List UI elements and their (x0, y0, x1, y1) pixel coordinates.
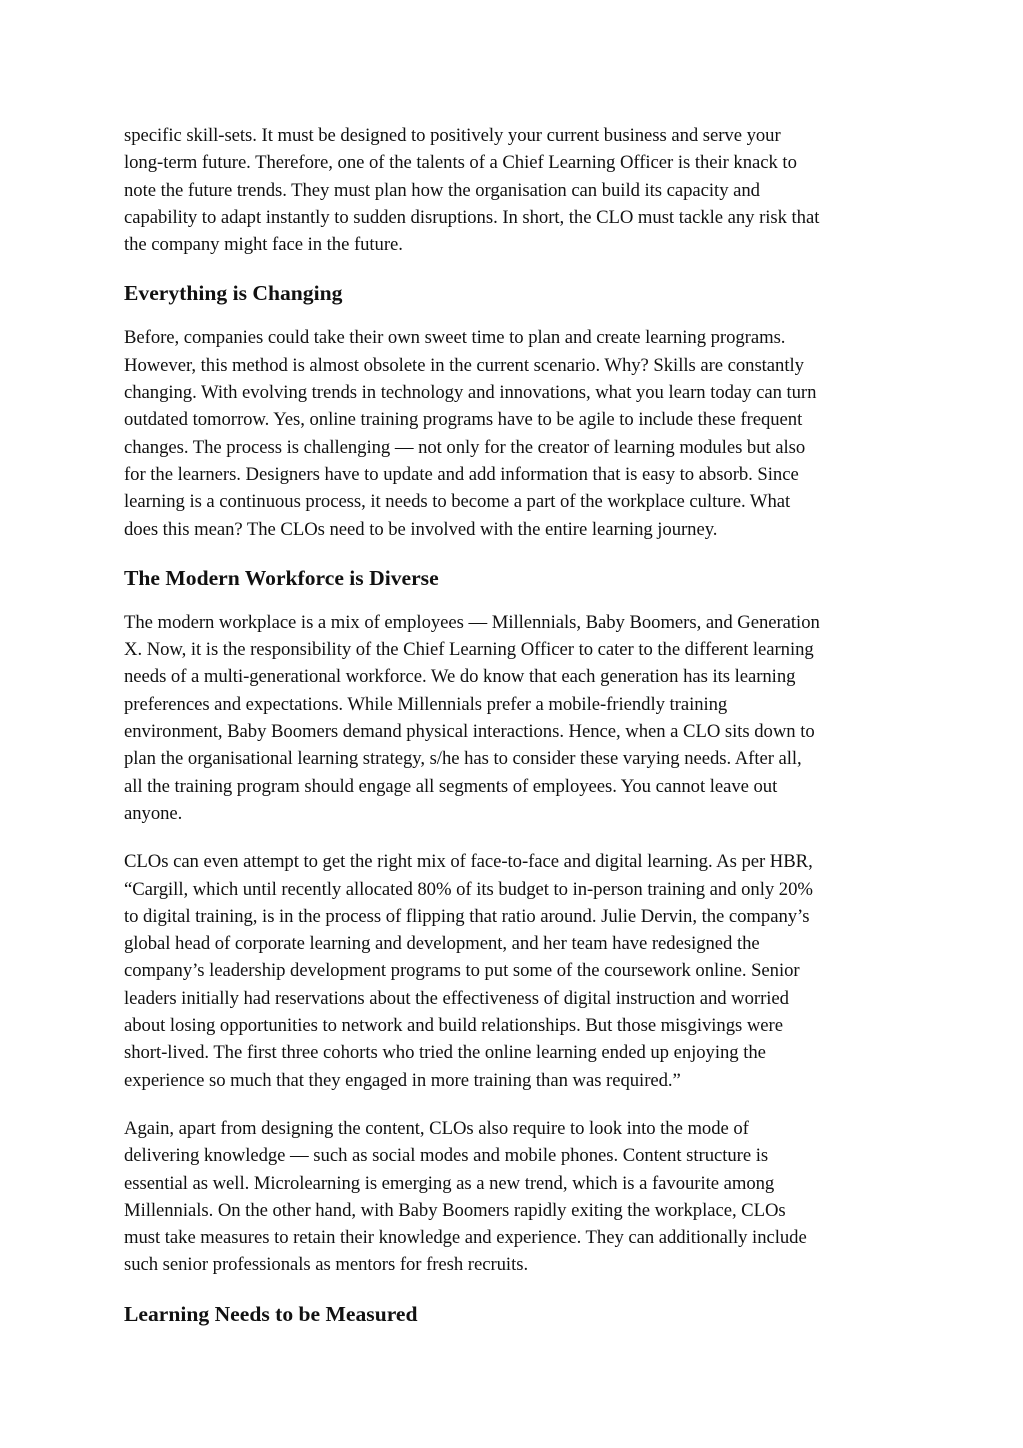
text-line: CLOs can even attempt to get the right mix of face-to-face and digital learning. As per HBR, (124, 851, 813, 873)
text-line: learning is a continuous process, it needs to become a part of the workplace culture. What (124, 491, 791, 513)
text-line: environment, Baby Boomers demand physical interactions. Hence, when a CLO sits down to (124, 721, 815, 743)
text-line: about losing opportunities to network and build relationships. But those misgivings were (124, 1015, 783, 1037)
text-line: must take measures to retain their knowledge and experience. They can additionally include (124, 1227, 807, 1249)
text-line: the company might face in the future. (124, 234, 403, 256)
text-line: long-term future. Therefore, one of the talents of a Chief Learning Officer is their knack to (124, 152, 797, 174)
text-line: global head of corporate learning and development, and her team have redesigned the (124, 933, 760, 955)
text-line: plan the organisational learning strategy, s/he has to consider these varying needs. After all, (124, 748, 802, 770)
text-line: X. Now, it is the responsibility of the Chief Learning Officer to cater to the different learning (124, 639, 814, 661)
text-line: Again, apart from designing the content, CLOs also require to look into the mode of (124, 1117, 749, 1139)
text-line: preferences and expectations. While Millennials prefer a mobile-friendly training (124, 693, 728, 715)
paragraph-cargill-quote (124, 848, 904, 1094)
text-line: specific skill-sets. It must be designed to positively your current business and serve your (124, 125, 781, 146)
text-line: short-lived. The first three cohorts who tried the online learning ended up enjoying the (124, 1042, 766, 1064)
text-line: The modern workplace is a mix of employees — Millennials, Baby Boomers, and Generation (124, 611, 820, 633)
text-line: leaders initially had reservations about the effectiveness of digital instruction and worried (124, 987, 789, 1009)
text-line: “Cargill, which until recently allocated 80% of its budget to in-person training and only 20% (124, 878, 813, 900)
text-line: essential as well. Microlearning is emerging as a new trend, which is a favourite among (124, 1172, 775, 1194)
text-line: note the future trends. They must plan how the organisation can build its capacity and (124, 179, 760, 201)
paragraph-skill-sets (124, 122, 904, 258)
text-line: to digital training, is in the process of flipping that ratio around. Julie Dervin, the company’s (124, 905, 810, 927)
text-line: experience so much that they engaged in more training than was required.” (124, 1069, 681, 1091)
text-line: does this mean? The CLOs need to be involved with the entire learning journey. (124, 518, 718, 540)
text-line: outdated tomorrow. Yes, online training programs have to be agile to include these frequent (124, 409, 803, 431)
section-heading-learning-measured: Learning Needs to be Measured (124, 1301, 418, 1326)
text-line: capability to adapt instantly to sudden disruptions. In short, the CLO must tackle any risk that (124, 206, 820, 228)
text-line: Millennials. On the other hand, with Baby Boomers rapidly exiting the workplace, CLOs (124, 1199, 786, 1221)
text-line: for the learners. Designers have to update and add information that is easy to absorb. Since (124, 463, 799, 485)
paragraph-everything-is-changing (124, 324, 904, 542)
text-line: such senior professionals as mentors for fresh recruits. (124, 1254, 529, 1276)
section-heading-everything-is-changing: Everything is Changing (124, 281, 343, 306)
text-line: delivering knowledge — such as social modes and mobile phones. Content structure is (124, 1145, 769, 1167)
paragraph-modern-workplace (124, 609, 904, 827)
text-line: company’s leadership development programs to put some of the coursework online. Senior (124, 960, 800, 982)
text-line: However, this method is almost obsolete in the current scenario. Why? Skills are constantly (124, 354, 804, 376)
text-line: Before, companies could take their own sweet time to plan and create learning programs. (124, 327, 786, 349)
paragraph-delivery-modes (124, 1115, 904, 1279)
text-line: all the training program should engage all segments of employees. You cannot leave out (124, 775, 778, 797)
text-line: anyone. (124, 802, 183, 824)
text-line: changes. The process is challenging — not only for the creator of learning modules but also (124, 436, 806, 458)
text-line: changing. With evolving trends in technology and innovations, what you learn today can turn (124, 382, 817, 404)
document-page (124, 122, 904, 1345)
section-heading-modern-workforce: The Modern Workforce is Diverse (124, 565, 439, 590)
text-line: needs of a multi-generational workforce. We do know that each generation has its learning (124, 666, 796, 688)
